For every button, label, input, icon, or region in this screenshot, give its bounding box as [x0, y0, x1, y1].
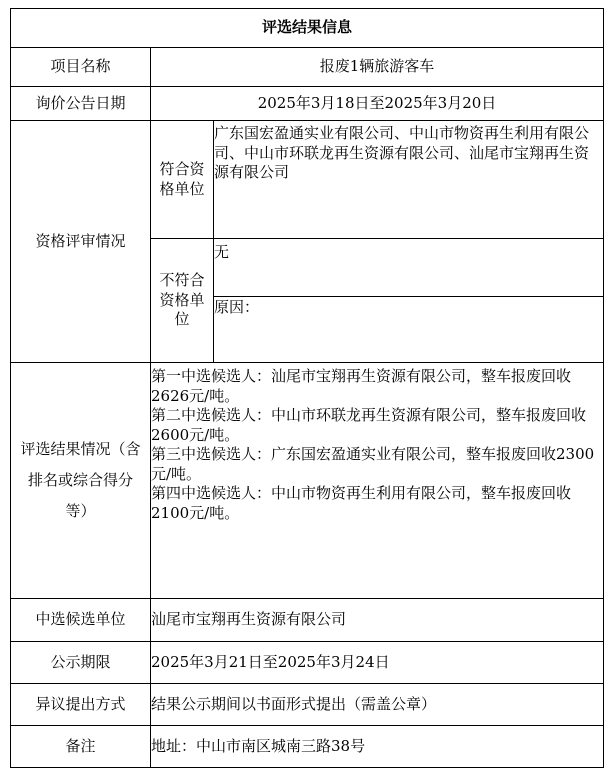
qualified-label: 符合资格单位 [151, 121, 214, 239]
candidate-4: 第四中选候选人：中山市物资再生利用有限公司，整车报废回收2100元/吨。 [151, 484, 572, 522]
table-title: 评选结果信息 [11, 9, 604, 48]
candidate-3: 第三中选候选人：广东国宏盈通实业有限公司，整车报废回收2300元/吨。 [151, 445, 595, 483]
qualified-value: 广东国宏盈通实业有限公司、中山市物资再生利用有限公司、中山市环联龙再生资源有限公司、汕尾市宝翔再生资源有限公司 [214, 121, 604, 239]
objection-label: 异议提出方式 [11, 684, 151, 726]
unqualified-value: 无 [214, 239, 604, 297]
result-info-table [10, 8, 604, 768]
candidate-2: 第二中选候选人：中山市环联龙再生资源有限公司，整车报废回收2600元/吨。 [151, 406, 587, 444]
candidate-1: 第一中选候选人：汕尾市宝翔再生资源有限公司，整车报废回收2626元/吨。 [151, 367, 572, 405]
unqualified-label: 不符合资格单位 [151, 239, 214, 363]
notice-date-value: 2025年3月18日至2025年3月20日 [151, 87, 604, 121]
winner-label: 中选候选单位 [11, 599, 151, 642]
remarks-value: 地址：中山市南区城南三路38号 [151, 726, 604, 768]
notice-date-label: 询价公告日期 [11, 87, 151, 121]
project-name-label: 项目名称 [11, 48, 151, 87]
publicity-period-label: 公示期限 [11, 642, 151, 684]
remarks-label: 备注 [11, 726, 151, 768]
result-label: 评选结果情况（含排名或综合得分等） [11, 363, 151, 599]
objection-value: 结果公示期间以书面形式提出（需盖公章） [151, 684, 604, 726]
project-name-value: 报废1辆旅游客车 [151, 48, 604, 87]
result-candidates [151, 363, 604, 599]
publicity-period-value: 2025年3月21日至2025年3月24日 [151, 642, 604, 684]
winner-value: 汕尾市宝翔再生资源有限公司 [151, 599, 604, 642]
qualification-label: 资格评审情况 [11, 121, 151, 363]
unqualified-reason-label: 原因： [214, 297, 604, 363]
